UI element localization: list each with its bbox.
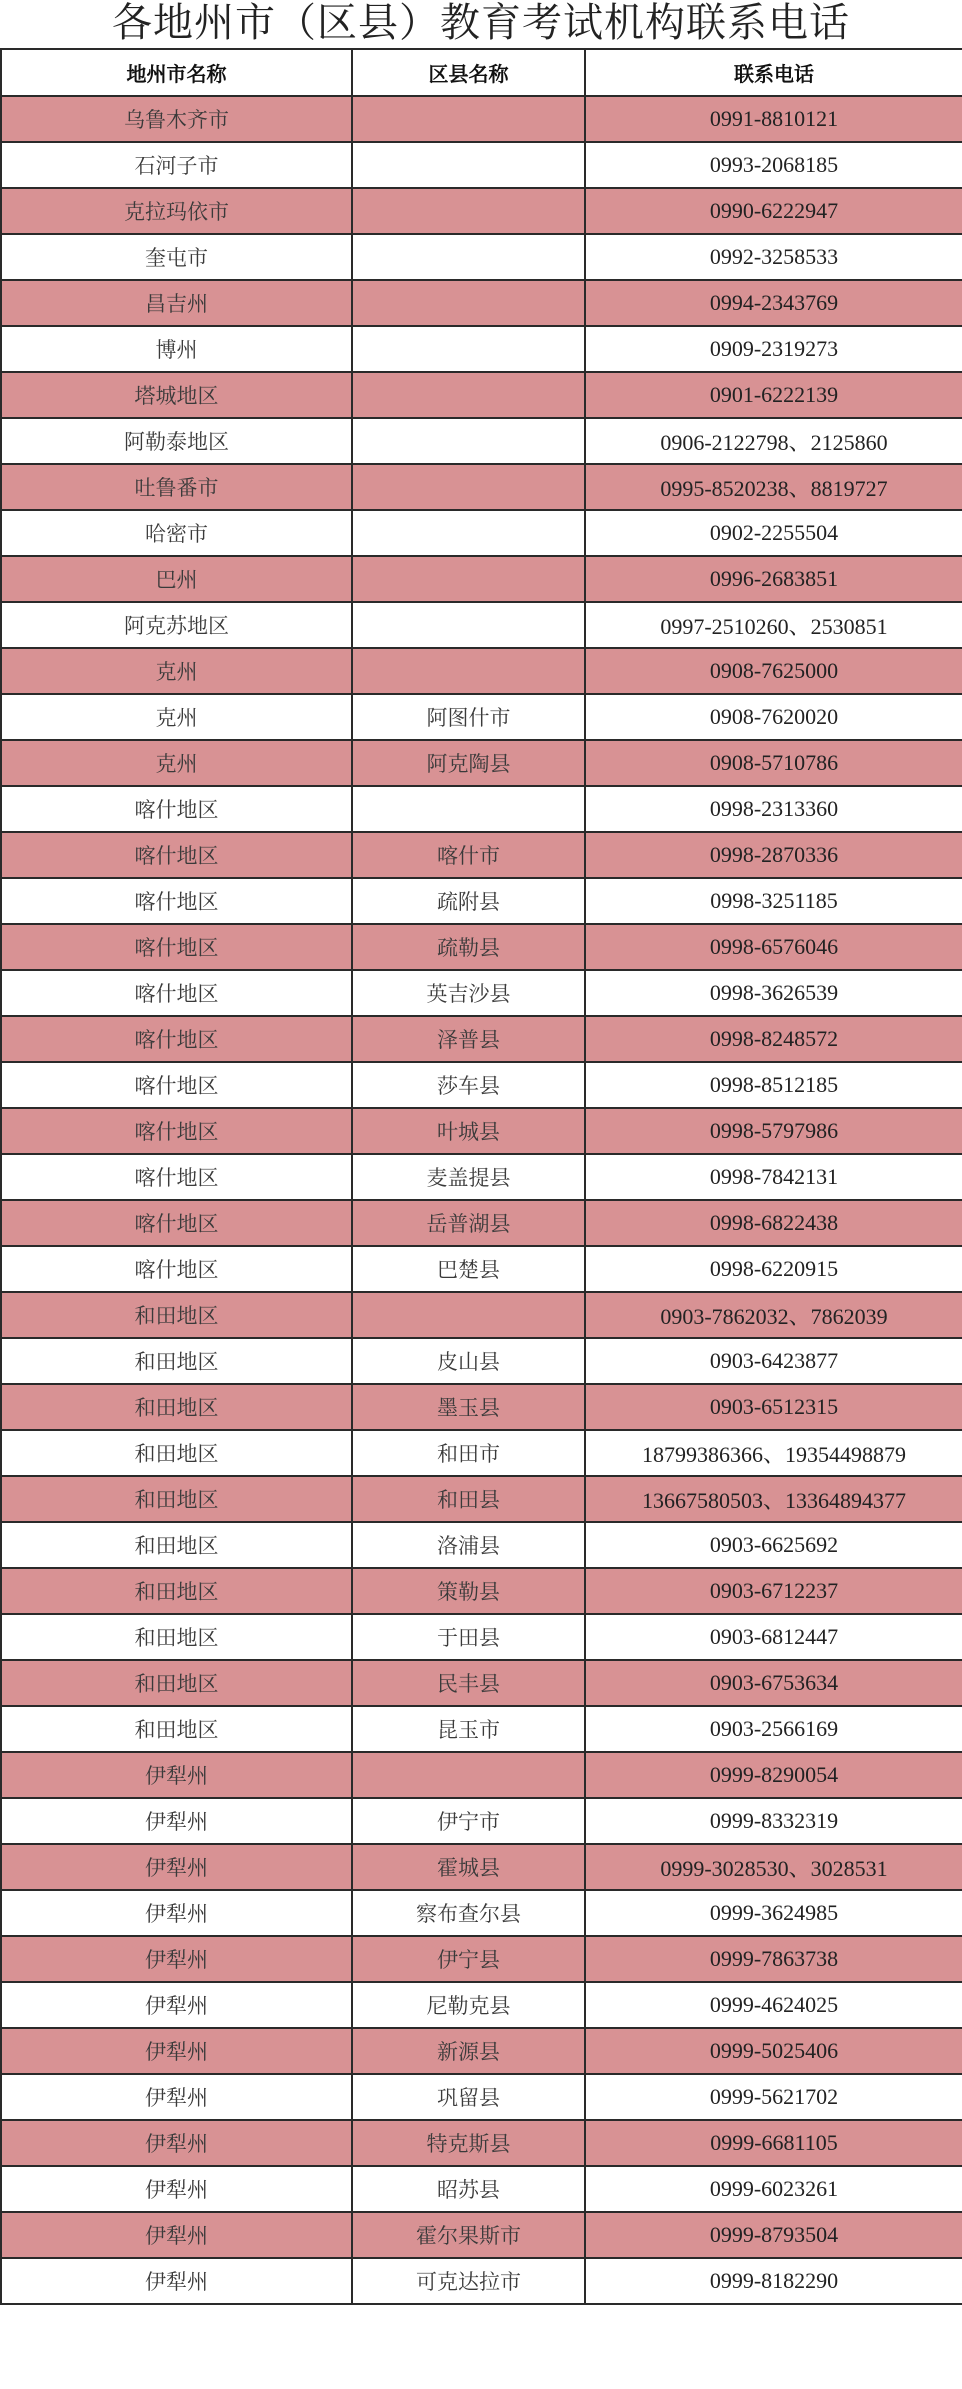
prefecture-cell: 阿克苏地区	[1, 602, 352, 648]
header-prefecture: 地州市名称	[1, 49, 352, 96]
table-row	[1, 2212, 962, 2258]
county-cell: 莎车县	[352, 1062, 585, 1108]
phone-cell: 0902-2255504	[585, 510, 962, 556]
prefecture-cell: 伊犁州	[1, 2166, 352, 2212]
table-row	[1, 786, 962, 832]
table-header-row	[1, 49, 962, 96]
county-cell	[352, 556, 585, 602]
county-cell: 叶城县	[352, 1108, 585, 1154]
phone-cell: 0903-6712237	[585, 1568, 962, 1614]
phone-cell: 0998-6576046	[585, 924, 962, 970]
county-cell	[352, 1752, 585, 1798]
table-body	[1, 96, 962, 2304]
table-row	[1, 1338, 962, 1384]
table-row	[1, 2258, 962, 2304]
table-row	[1, 510, 962, 556]
phone-cell: 0903-6512315	[585, 1384, 962, 1430]
phone-cell: 0992-3258533	[585, 234, 962, 280]
table-row	[1, 1752, 962, 1798]
phone-cell: 0998-3251185	[585, 878, 962, 924]
table-row	[1, 418, 962, 464]
table-row	[1, 1660, 962, 1706]
table-row	[1, 1292, 962, 1338]
county-cell	[352, 602, 585, 648]
county-cell: 昭苏县	[352, 2166, 585, 2212]
table-row	[1, 1108, 962, 1154]
table-row	[1, 602, 962, 648]
table-row	[1, 1522, 962, 1568]
prefecture-cell: 和田地区	[1, 1660, 352, 1706]
prefecture-cell: 喀什地区	[1, 1200, 352, 1246]
county-cell: 伊宁县	[352, 1936, 585, 1982]
prefecture-cell: 伊犁州	[1, 1752, 352, 1798]
phone-cell: 0999-3624985	[585, 1890, 962, 1936]
county-cell: 墨玉县	[352, 1384, 585, 1430]
county-cell: 巩留县	[352, 2074, 585, 2120]
county-cell: 英吉沙县	[352, 970, 585, 1016]
county-cell: 岳普湖县	[352, 1200, 585, 1246]
contact-table	[0, 48, 962, 2305]
county-cell	[352, 648, 585, 694]
county-cell: 巴楚县	[352, 1246, 585, 1292]
phone-cell: 0906-2122798、2125860	[585, 418, 962, 464]
county-cell: 霍城县	[352, 1844, 585, 1890]
county-cell: 和田市	[352, 1430, 585, 1476]
county-cell: 特克斯县	[352, 2120, 585, 2166]
prefecture-cell: 和田地区	[1, 1292, 352, 1338]
prefecture-cell: 喀什地区	[1, 970, 352, 1016]
county-cell: 尼勒克县	[352, 1982, 585, 2028]
phone-cell: 0908-7625000	[585, 648, 962, 694]
county-cell	[352, 418, 585, 464]
county-cell	[352, 96, 585, 142]
prefecture-cell: 喀什地区	[1, 878, 352, 924]
table-row	[1, 142, 962, 188]
prefecture-cell: 喀什地区	[1, 832, 352, 878]
table-row	[1, 280, 962, 326]
county-cell: 疏附县	[352, 878, 585, 924]
county-cell	[352, 464, 585, 510]
county-cell: 麦盖提县	[352, 1154, 585, 1200]
county-cell: 察布查尔县	[352, 1890, 585, 1936]
phone-cell: 0996-2683851	[585, 556, 962, 602]
county-cell: 策勒县	[352, 1568, 585, 1614]
phone-cell: 0993-2068185	[585, 142, 962, 188]
county-cell: 皮山县	[352, 1338, 585, 1384]
header-phone: 联系电话	[585, 49, 962, 96]
table-row	[1, 970, 962, 1016]
prefecture-cell: 喀什地区	[1, 786, 352, 832]
prefecture-cell: 伊犁州	[1, 2028, 352, 2074]
table-row	[1, 1936, 962, 1982]
prefecture-cell: 伊犁州	[1, 1890, 352, 1936]
county-cell: 疏勒县	[352, 924, 585, 970]
phone-cell: 0908-5710786	[585, 740, 962, 786]
prefecture-cell: 伊犁州	[1, 1844, 352, 1890]
table-row	[1, 188, 962, 234]
phone-cell: 0995-8520238、8819727	[585, 464, 962, 510]
prefecture-cell: 和田地区	[1, 1614, 352, 1660]
phone-cell: 0903-6423877	[585, 1338, 962, 1384]
table-row	[1, 1154, 962, 1200]
table-row	[1, 556, 962, 602]
prefecture-cell: 和田地区	[1, 1384, 352, 1430]
prefecture-cell: 伊犁州	[1, 1936, 352, 1982]
prefecture-cell: 喀什地区	[1, 1246, 352, 1292]
prefecture-cell: 和田地区	[1, 1338, 352, 1384]
prefecture-cell: 克州	[1, 694, 352, 740]
county-cell: 伊宁市	[352, 1798, 585, 1844]
table-row	[1, 878, 962, 924]
county-cell	[352, 326, 585, 372]
phone-cell: 0903-6625692	[585, 1522, 962, 1568]
phone-cell: 0999-7863738	[585, 1936, 962, 1982]
phone-cell: 0908-7620020	[585, 694, 962, 740]
prefecture-cell: 伊犁州	[1, 2074, 352, 2120]
table-row	[1, 1430, 962, 1476]
prefecture-cell: 吐鲁番市	[1, 464, 352, 510]
header-county: 区县名称	[352, 49, 585, 96]
table-row	[1, 2074, 962, 2120]
table-row	[1, 1016, 962, 1062]
phone-cell: 13667580503、13364894377	[585, 1476, 962, 1522]
table-row	[1, 1476, 962, 1522]
table-row	[1, 2166, 962, 2212]
table-row	[1, 1844, 962, 1890]
prefecture-cell: 塔城地区	[1, 372, 352, 418]
table-row	[1, 832, 962, 878]
county-cell	[352, 372, 585, 418]
phone-cell: 0999-3028530、3028531	[585, 1844, 962, 1890]
prefecture-cell: 巴州	[1, 556, 352, 602]
county-cell	[352, 1292, 585, 1338]
county-cell: 霍尔果斯市	[352, 2212, 585, 2258]
county-cell: 阿克陶县	[352, 740, 585, 786]
table-row	[1, 464, 962, 510]
phone-cell: 0903-7862032、7862039	[585, 1292, 962, 1338]
prefecture-cell: 喀什地区	[1, 1154, 352, 1200]
table-row	[1, 1798, 962, 1844]
phone-cell: 0998-6822438	[585, 1200, 962, 1246]
prefecture-cell: 博州	[1, 326, 352, 372]
county-cell: 民丰县	[352, 1660, 585, 1706]
prefecture-cell: 喀什地区	[1, 924, 352, 970]
phone-cell: 0998-2870336	[585, 832, 962, 878]
prefecture-cell: 阿勒泰地区	[1, 418, 352, 464]
prefecture-cell: 喀什地区	[1, 1016, 352, 1062]
phone-cell: 0999-6681105	[585, 2120, 962, 2166]
prefecture-cell: 伊犁州	[1, 1982, 352, 2028]
county-cell: 泽普县	[352, 1016, 585, 1062]
phone-cell: 0999-4624025	[585, 1982, 962, 2028]
prefecture-cell: 伊犁州	[1, 2120, 352, 2166]
table-row	[1, 1706, 962, 1752]
county-cell: 可克达拉市	[352, 2258, 585, 2304]
table-row	[1, 1384, 962, 1430]
prefecture-cell: 奎屯市	[1, 234, 352, 280]
prefecture-cell: 和田地区	[1, 1430, 352, 1476]
prefecture-cell: 伊犁州	[1, 2258, 352, 2304]
phone-cell: 18799386366、19354498879	[585, 1430, 962, 1476]
table-row	[1, 2028, 962, 2074]
prefecture-cell: 喀什地区	[1, 1062, 352, 1108]
table-row	[1, 372, 962, 418]
table-row	[1, 2120, 962, 2166]
table-row	[1, 924, 962, 970]
table-row	[1, 740, 962, 786]
county-cell	[352, 280, 585, 326]
prefecture-cell: 昌吉州	[1, 280, 352, 326]
table-row	[1, 1246, 962, 1292]
prefecture-cell: 乌鲁木齐市	[1, 96, 352, 142]
phone-cell: 0903-2566169	[585, 1706, 962, 1752]
prefecture-cell: 和田地区	[1, 1568, 352, 1614]
county-cell	[352, 188, 585, 234]
phone-cell: 0999-8290054	[585, 1752, 962, 1798]
prefecture-cell: 和田地区	[1, 1522, 352, 1568]
prefecture-cell: 和田地区	[1, 1476, 352, 1522]
phone-cell: 0903-6812447	[585, 1614, 962, 1660]
table-row	[1, 234, 962, 280]
phone-cell: 0998-3626539	[585, 970, 962, 1016]
county-cell: 阿图什市	[352, 694, 585, 740]
phone-cell: 0997-2510260、2530851	[585, 602, 962, 648]
phone-cell: 0998-8248572	[585, 1016, 962, 1062]
county-cell: 昆玉市	[352, 1706, 585, 1752]
phone-cell: 0999-8182290	[585, 2258, 962, 2304]
table-row	[1, 1982, 962, 2028]
phone-cell: 0903-6753634	[585, 1660, 962, 1706]
prefecture-cell: 喀什地区	[1, 1108, 352, 1154]
county-cell	[352, 234, 585, 280]
county-cell: 和田县	[352, 1476, 585, 1522]
table-row	[1, 648, 962, 694]
prefecture-cell: 哈密市	[1, 510, 352, 556]
phone-cell: 0999-8332319	[585, 1798, 962, 1844]
phone-cell: 0998-8512185	[585, 1062, 962, 1108]
table-row	[1, 1062, 962, 1108]
phone-cell: 0999-5025406	[585, 2028, 962, 2074]
table-row	[1, 326, 962, 372]
table-row	[1, 1568, 962, 1614]
table-row	[1, 1200, 962, 1246]
phone-cell: 0909-2319273	[585, 326, 962, 372]
prefecture-cell: 和田地区	[1, 1706, 352, 1752]
county-cell: 洛浦县	[352, 1522, 585, 1568]
phone-cell: 0998-7842131	[585, 1154, 962, 1200]
phone-cell: 0990-6222947	[585, 188, 962, 234]
phone-cell: 0998-6220915	[585, 1246, 962, 1292]
table-row	[1, 1614, 962, 1660]
prefecture-cell: 克州	[1, 740, 352, 786]
county-cell: 于田县	[352, 1614, 585, 1660]
phone-cell: 0999-5621702	[585, 2074, 962, 2120]
prefecture-cell: 克拉玛依市	[1, 188, 352, 234]
county-cell	[352, 786, 585, 832]
table-row	[1, 694, 962, 740]
prefecture-cell: 克州	[1, 648, 352, 694]
county-cell	[352, 142, 585, 188]
table-row	[1, 96, 962, 142]
county-cell	[352, 510, 585, 556]
table-row	[1, 1890, 962, 1936]
phone-cell: 0901-6222139	[585, 372, 962, 418]
phone-cell: 0994-2343769	[585, 280, 962, 326]
prefecture-cell: 伊犁州	[1, 1798, 352, 1844]
phone-cell: 0999-6023261	[585, 2166, 962, 2212]
county-cell: 新源县	[352, 2028, 585, 2074]
page-title: 各地州市（区县）教育考试机构联系电话	[112, 0, 850, 46]
prefecture-cell: 伊犁州	[1, 2212, 352, 2258]
prefecture-cell: 石河子市	[1, 142, 352, 188]
phone-cell: 0991-8810121	[585, 96, 962, 142]
phone-cell: 0999-8793504	[585, 2212, 962, 2258]
phone-cell: 0998-5797986	[585, 1108, 962, 1154]
phone-cell: 0998-2313360	[585, 786, 962, 832]
county-cell: 喀什市	[352, 832, 585, 878]
